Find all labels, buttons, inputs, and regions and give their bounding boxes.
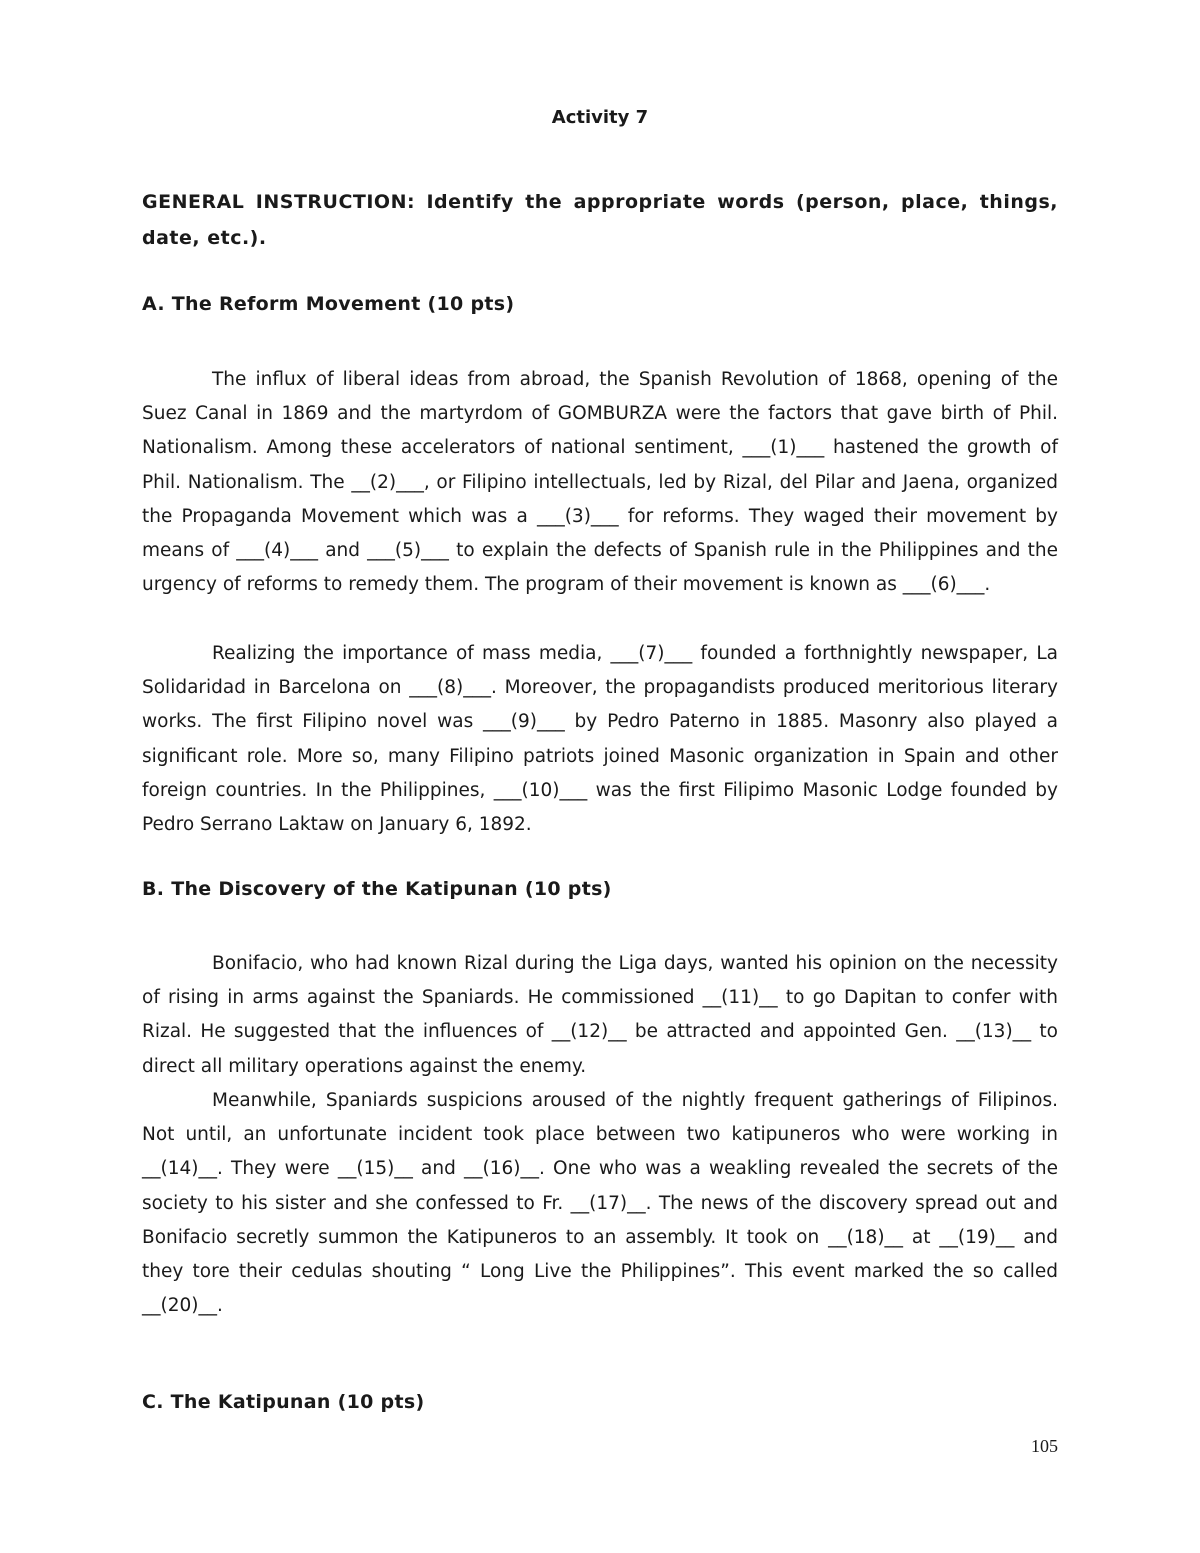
section-c-heading: C. The Katipunan (10 pts) (142, 1391, 425, 1413)
section-b-paragraph-2: Meanwhile, Spaniards suspicions aroused of the nightly frequent gatherings of Filipinos. Not until, an unfortunate incident took place between two katipuneros who were working in __(14)__. They were __(15)__ and __(16)__. One who was a weakling revealed the secrets of the society to his sister and she confessed to Fr. __(17)__. The news of the discovery spread out and Bonifacio secretly summon the Katipuneros to an assembly. It took on __(18)__ at __(19)__ and they tore their cedulas shouting “ Long Live the Philippines”. This event marked the so called __(20)__. (142, 1090, 1058, 1317)
section-a-paragraph-2: Realizing the importance of mass media, ___(7)___ founded a forthnightly newspaper, La Solidaridad in Barcelona on ___(8)___. Moreover, the propagandists produced meritorious literary works. The first Filipino novel was ___(9)___ by Pedro Paterno in 1885. Masonry also played a significant role. More so, many Filipino patriots joined Masonic organization in Spain and other foreign countries. In the Philippines, ___(10)___ was the first Filipimo Masonic Lodge founded by Pedro Serrano Laktaw on January 6, 1892. (142, 643, 1058, 836)
section-b-paragraph-1: Bonifacio, who had known Rizal during the Liga days, wanted his opinion on the necessity of rising in arms against the Spaniards. He commissioned __(11)__ to go Dapitan to confer with Rizal. He suggested that the influences of __(12)__ be attracted and appointed Gen. __(13)__ to direct all military operations against the enemy. (142, 953, 1058, 1077)
page-number: 105 (1031, 1436, 1058, 1456)
section-b-heading: B. The Discovery of the Katipunan (10 pts) (142, 878, 612, 900)
section-a-paragraph-1: The influx of liberal ideas from abroad, the Spanish Revolution of 1868, opening of the Suez Canal in 1869 and the martyrdom of GOMBURZA were the factors that gave birth of Phil. Nationalism. Among these accelerators of national sentiment, ___(1)___ hastened the growth of Phil. Nationalism. The __(2)___, or Filipino intellectuals, led by Rizal, del Pilar and Jaena, organized the Propaganda Movement which was a ___(3)___ for reforms. They waged their movement by means of ___(4)___ and ___(5)___ to explain the defects of Spanish rule in the Philippines and the urgency of reforms to remedy them. The program of their movement is known as ___(6)___. (142, 369, 1058, 596)
general-instruction: GENERAL INSTRUCTION: Identify the appropriate words (person, place, things, date, etc.). (142, 191, 1058, 249)
section-a-heading: A. The Reform Movement (10 pts) (142, 293, 515, 315)
activity-title: Activity 7 (551, 107, 649, 128)
